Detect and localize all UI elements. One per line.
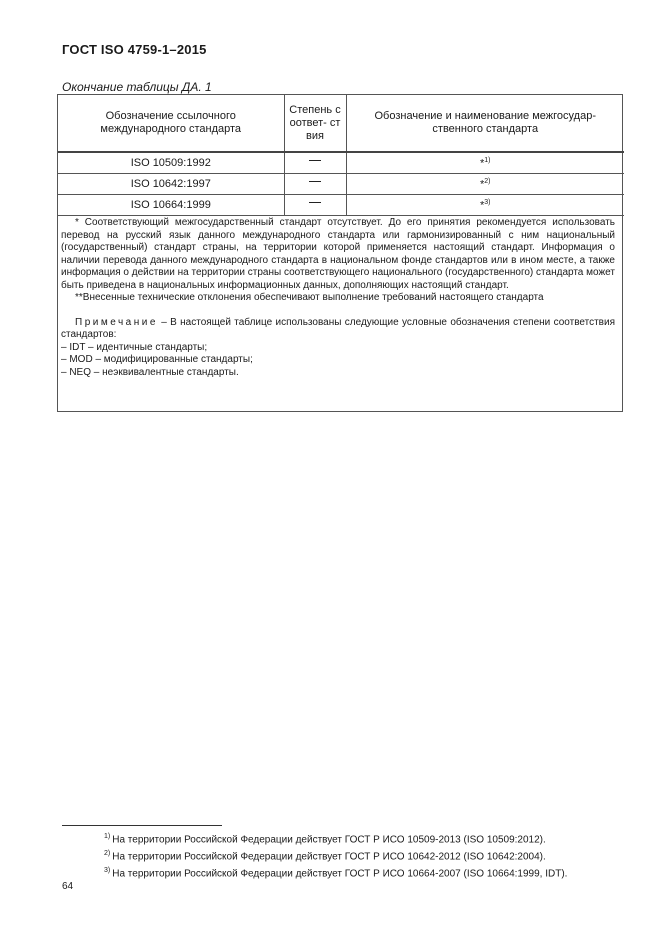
degree-cell <box>284 174 346 195</box>
table-header-row <box>58 95 624 152</box>
interstate-cell: *$^{2)}$ <box>346 174 624 195</box>
table-row <box>58 174 624 195</box>
document-id: ГОСТ ISO 4759-1–2015 <box>62 42 207 57</box>
legend-item: – IDT – идентичные стандарты; <box>61 341 208 353</box>
page-number: 64 <box>62 881 74 892</box>
double-star-note: **Внесенные технические отклонения обеспечивают выполнение требований настоящего стандарта <box>75 292 544 303</box>
degree-cell <box>284 195 346 216</box>
reference-cell: ISO 10664:1999 <box>58 195 284 216</box>
interstate-cell: *$^{3)}$ <box>346 195 624 216</box>
column-header-reference: Обозначение ссылочного международного стандарта <box>58 95 284 152</box>
column-header-degree: Степень соответ- ствия <box>284 95 346 152</box>
table-grid <box>58 95 624 216</box>
correspondence-table <box>57 94 623 412</box>
footnote-divider <box>62 825 222 826</box>
table-row <box>58 152 624 174</box>
footnotes <box>62 830 614 880</box>
interstate-cell: *$^{1)}$ <box>346 152 624 174</box>
footnote-item: $^{1)}$ На территории Российской Федерации действует ГОСТ Р ИСО 10509-2013 (ISO 10509:2012). <box>104 833 546 846</box>
dash-mark <box>309 160 321 161</box>
legend-item: – NEQ – неэквивалентные стандарты. <box>61 366 239 378</box>
reference-cell: ISO 10509:1992 <box>58 152 284 174</box>
footnote-ref: 2) <box>484 177 491 185</box>
reference-cell: ISO 10642:1997 <box>58 174 284 195</box>
dash-mark <box>309 202 321 203</box>
footnote-ref: 1) <box>484 156 491 164</box>
footnote-item: $^{3)}$ На территории Российской Федерации действует ГОСТ Р ИСО 10664-2007 (ISO 10664:1999, IDT). <box>104 866 568 879</box>
primechanie-text: – В настоящей таблице использованы следующие условные обозначения степени соответствия стандартов: <box>61 316 615 340</box>
table-caption: Окончание таблицы ДА. 1 <box>62 80 212 94</box>
star-note: * Соответствующий межгосударственный стандарт отсутствует. До его принятия рекомендуется использовать перевод на русский язык данного международного стандарта или гармонизированный с ним национальный (государственный) стандарт страны, на территории которой применяется настоящий стандарт. Информация о наличии перевода данного международного стандарта в национальном фонде стандартов или в ином месте, а также информация о действии на территории страны соответствующего национального (государственного) стандарта может быть приведена в национальных информационных данных, дополняющих настоящий стандарт. <box>61 217 615 291</box>
table-row <box>58 195 624 216</box>
legend-item: – MOD – модифицированные стандарты; <box>61 354 253 365</box>
table-notes <box>61 217 615 379</box>
primechanie-note <box>61 317 615 342</box>
primechanie-label: Примечание <box>75 316 158 328</box>
degree-cell <box>284 152 346 174</box>
column-header-interstate: Обозначение и наименование межгосудар- ственного стандарта <box>346 95 624 152</box>
footnote-item: $^{2)}$ На территории Российской Федерации действует ГОСТ Р ИСО 10642-2012 (ISO 10642:2004). <box>104 849 546 863</box>
footnote-ref: 3) <box>484 198 491 206</box>
dash-mark <box>309 181 321 182</box>
